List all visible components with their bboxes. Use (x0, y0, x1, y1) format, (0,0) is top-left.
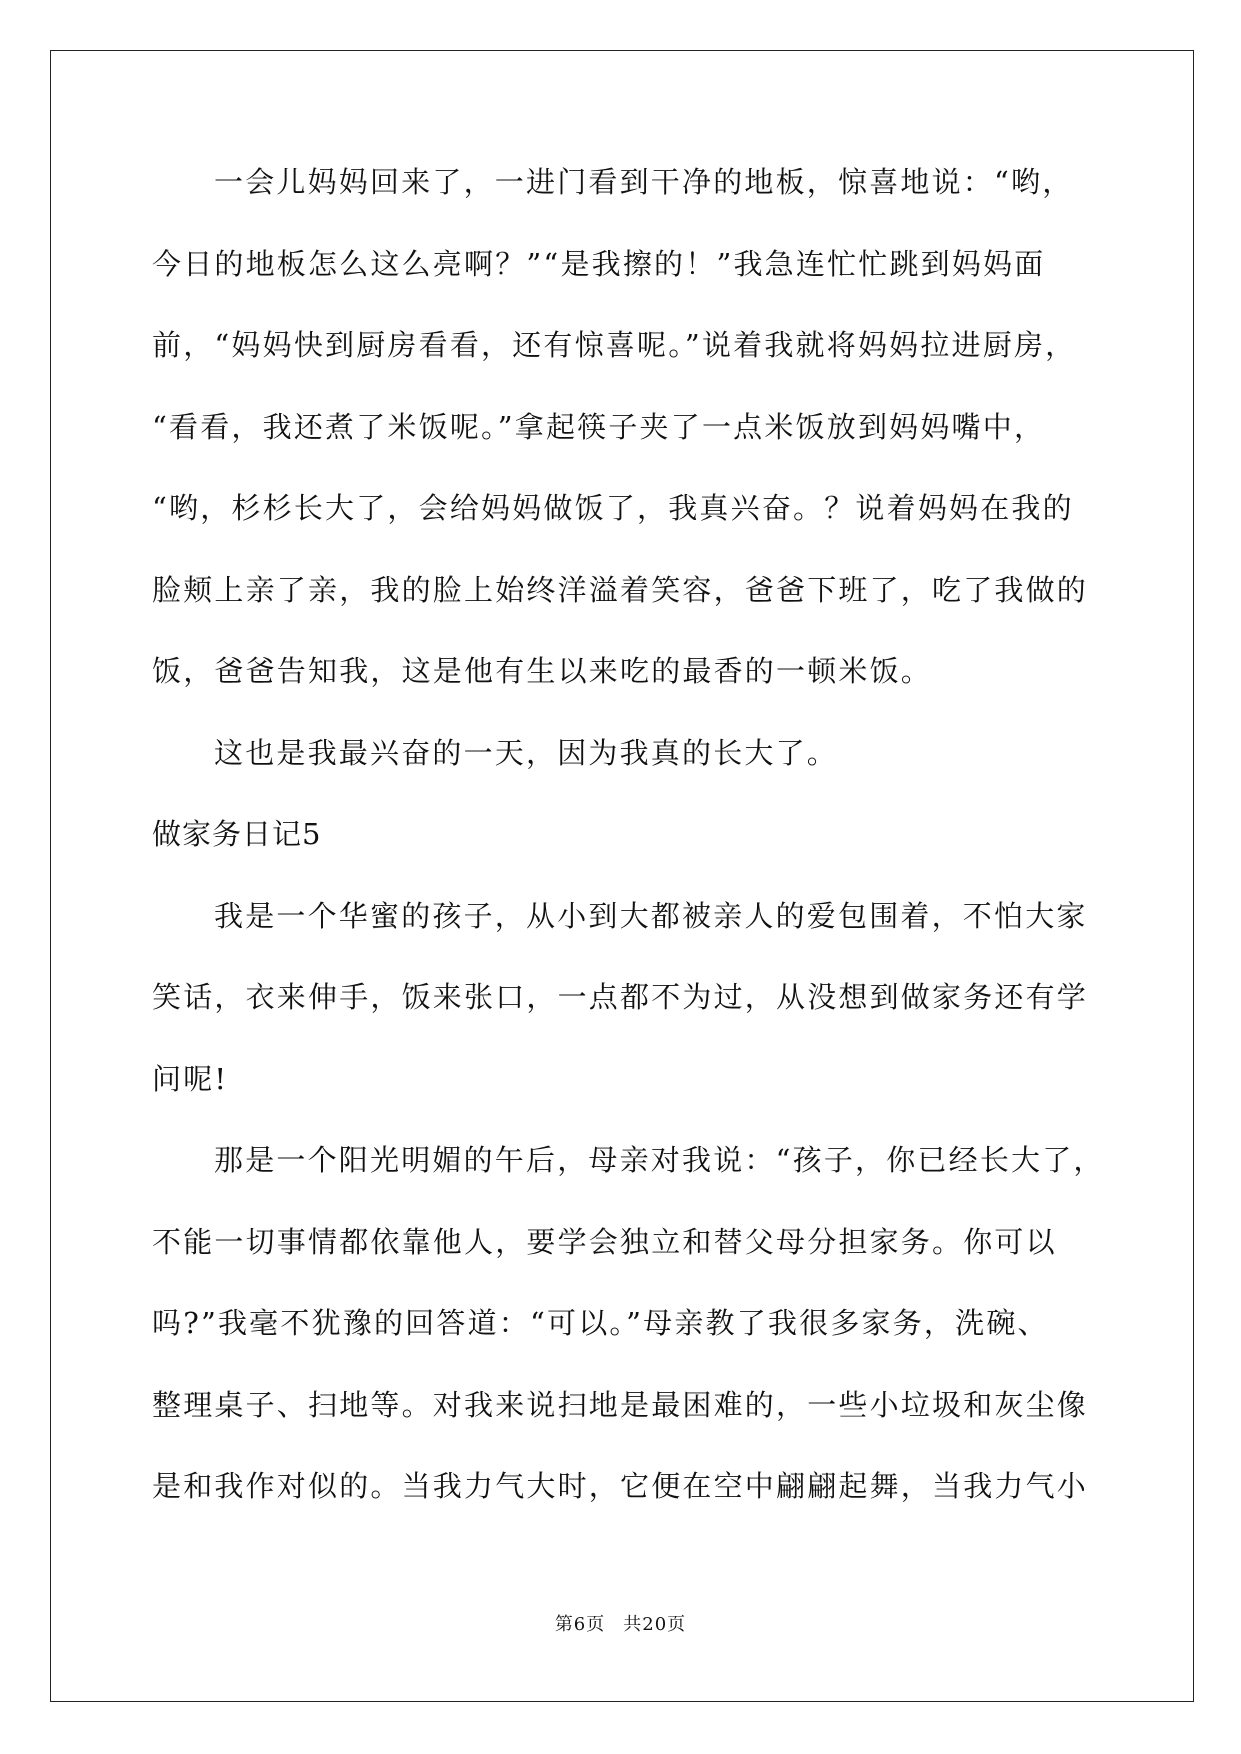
text-line: 我是一个华蜜的孩子，从小到大都被亲人的爱包围着，不怕大家 (214, 898, 1088, 933)
text-line: 整理桌子、扫地等。对我来说扫地是最困难的，一些小垃圾和灰尘像 (152, 1387, 1089, 1422)
text-line: “哟，杉杉长大了，会给妈妈做饭了，我真兴奋。？说着妈妈在我的 (152, 491, 1074, 525)
page-total: 共20页 (623, 1614, 687, 1635)
document-body (152, 158, 1105, 1544)
text-line: 笑话，衣来伸手，饭来张口，一点都不为过，从没想到做家务还有学 (152, 980, 1089, 1014)
text-line: 是和我作对似的。当我力气大时，它便在空中翩翩起舞，当我力气小 (152, 1469, 1089, 1503)
text-line: 不能一切事情都依靠他人，要学会独立和替父母分担家务。你可以 (152, 1224, 1057, 1259)
page-footer (0, 1610, 1241, 1636)
text-line: 吗?”我毫不犹豫的回答道：“可以。”母亲教了我很多家务，洗碗、 (152, 1306, 1049, 1340)
text-line: 问呢! (152, 1061, 229, 1096)
page-number: 第6页 (554, 1614, 606, 1635)
section-heading: 做家务日记5 (152, 817, 322, 851)
text-line: 前，“妈妈快到厨房看看，还有惊喜呢。”说着我就将妈妈拉进厨房， (152, 328, 1077, 362)
text-line: 这也是我最兴奋的一天，因为我真的长大了。 (214, 735, 839, 770)
text-line: “看看，我还煮了米饭呢。”拿起筷子夹了一点米饭放到妈妈嘴中， (152, 409, 1046, 444)
text-line: 脸颊上亲了亲，我的脸上始终洋溢着笑容，爸爸下班了，吃了我做的 (152, 572, 1089, 607)
text-line: 一会儿妈妈回来了，一进门看到干净的地板，惊喜地说：“哟， (214, 165, 1074, 199)
text-line: 今日的地板怎么这么亮啊？”“是我擦的！”我急连忙忙跳到妈妈面 (152, 246, 1046, 281)
text-line: 饭，爸爸告知我，这是他有生以来吃的最香的一顿米饭。 (152, 654, 933, 688)
text-line: 那是一个阳光明媚的午后，母亲对我说：“孩子，你已经长大了， (214, 1143, 1105, 1177)
